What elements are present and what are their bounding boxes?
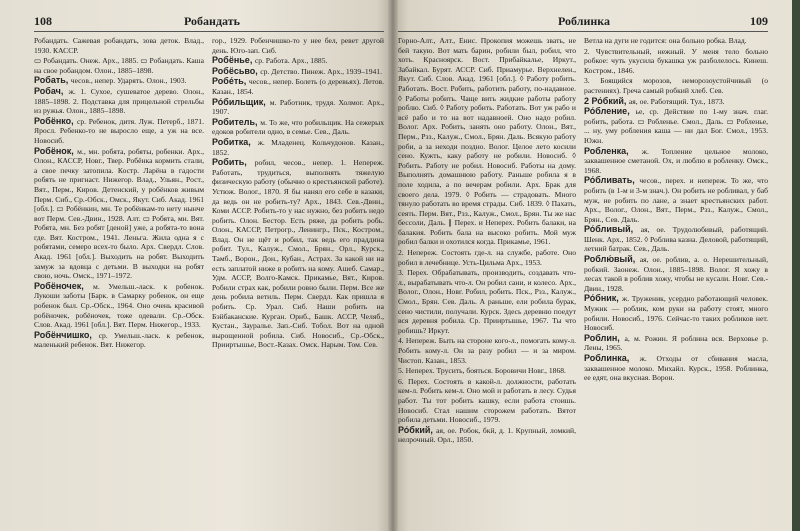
dictionary-entry <box>212 158 384 350</box>
dictionary-entry <box>398 336 576 365</box>
entry-text: робил, чесов., непер. 1. Непереж. Работать, трудиться, выполнять тяжелую физическую работу (обычно о крестьянской работе). Устюж. Волог., 1870. Я бы нанял его себе в казаки, да ведь он не робить-ту? Арх., 1843. Сев.-Двин., Коми АССР. Робить-то у нас нужно, без робить недо робить. Олон. Бестор. Есть ряже, да робить робь. Олон., КАССР, Петрогр., Ленингр., Пск., Костром., Влад. Он не щёт и робил, так ведь его праддина робит. Тул., Калуж., Смол., Брян., Орл., Курск., Тамб., Ворон., Дон., Кубан., Астрах. За какой ни на есть заплатой ниже в робить на кому. Ашеб. Самар., Удм. АССР, Волго-Камск. Прикамье, Вят., Киров. Робили страх как, робили ровно были. Перм. Все же день робила ветиль. Перм. Свердл. Как пришла я робить. Ср. Урал. Сиб. Наши робить на Бэйбаканские. Курган. Орнб., Башк. АССР, Челяб., Кустан., Зауралье. Зап.-Сиб. Тобол. Вот на одной вырощенной робила. Сиб. Новосиб., Ср.-Обск., Прииртышье, Вост.-Казах. Омск. Нарым. Том. Сев. <box>212 158 384 350</box>
entry-text: а, м. Рожин. Я роблина вся. Верховье р. Лены, 1965. <box>584 333 768 353</box>
entry-headword: Робитка, <box>212 136 258 147</box>
entry-headword: Робе́ть, <box>212 76 249 87</box>
entry-text: ая, ое. роблив, а. о. Нерешительный, робкий. Заонеж. Олон., 1885–1898. Волог. Я хожу в лесах такой в роблив хожу, чтобы не кусали. Новг. Сев.-Двин., 1928. <box>584 255 768 293</box>
dictionary-entry <box>584 334 768 353</box>
entry-text: ср. Детство. Пинеж. Арх., 1939–1941. <box>260 66 383 76</box>
entry-headword: Ро́бкий, <box>398 424 437 435</box>
dictionary-entry <box>584 354 768 383</box>
entry-text: 3. Боящийся морозов, неморозоустойчивый (о растениях). Греча самый робкий хлеб. Сев. <box>584 76 768 95</box>
dictionary-entry <box>34 117 204 146</box>
entry-text: м. Работник, трудя. Холмог. Арх., 1907. <box>212 97 384 117</box>
entry-text: м., мн. робята, робяты, робенки. Арх., Олон., КАССР, Новг., Твер. Робёнка кормить стали, а свое печку затопила. Костр. Ларёна в гадости робять не пригнаст. Нижегор. Влад., Ульян., Рост., Вят., Перм., Киров. Детенский, у робёнков живым Перм. Сиб., Ср.-Обск., Омск., Якут. Сиб. Акад. 1961 [обл.]. ▭ Робёнкин, мн. Те робёнкам-то нету нынче вот Перм. Сев.-Двин., 1928. Алт. ▭ Робята, мн. Вят. Робята, мн. Без робят [деной] уже, а робята-то вона где. Вят. Костром., 1941. Леньга. Жила одна я с робятами, семеро всех-то было. Арх. Свердл. Слов. Акад. 1961 [обл.]. Выходить на робят. Выходить замуж за вдовца с детьми. В выходки на робят свою, ночь. Омск., 1971–1972. <box>34 146 204 281</box>
dictionary-entry <box>398 268 576 335</box>
entry-text: ая, ое. Трудолюбивый, работящий. Шенк. Арх., 1852. ◊ Роблива казна. Деловой, работящий, летний батрак. Сев., Даль. <box>584 225 768 254</box>
entry-headword: Робленка, <box>584 145 642 156</box>
dictionary-entry <box>212 56 384 66</box>
entry-text: ье, ср. Действие по 1-му знач. глаг. робить, работа. ▭ Робленье. Смол., Даль. ▭ Робленье, ... ну, уму робления каша — ни дал Бог. Смол., 1953. Южн. <box>584 107 768 145</box>
entry-text: 2. Непереж. Состоять где-л. на службе, работе. Оно робил в лечебнице. Усть-Цильма Арх., 1953. <box>398 248 576 267</box>
dictionary-entry <box>212 77 384 96</box>
entry-text: 3. Перех. Обрабатывать, производить, создавать что-л., вырабатывать что-л. Он робил сани, и колесо. Арх., Волог., Олон., Новг. Робил, робить. Пск., Рзз., Калуж., Смол., Брян. Сев. Даль. А раньше, ели робила бурак, сено чистили, получали. Курск. Здесь деревню поедут вся деревня робила. Ср. Прииртышье, 1967. Ты что робишь? Иркут. <box>398 268 576 335</box>
left-column-1 <box>34 36 204 531</box>
entry-headword: 2 Ро́бкий, <box>584 95 629 106</box>
entry-text: ср. Ребенок, дитя. Луж. Петерб., 1871. Яросл. Ребенко-то не выросло еще, а уж на все. Новосиб. <box>34 116 204 145</box>
dictionary-entry <box>584 107 768 145</box>
entry-headword: Робёночек, <box>34 280 94 291</box>
dictionary-entry <box>34 331 204 350</box>
entry-text: ая, ое. Робок, бкй, д. 1. Крупный, ломкий, нелрочный. Орл., 1850. <box>398 425 576 445</box>
entry-headword: Робать, <box>34 75 71 86</box>
dictionary-entry <box>212 138 384 157</box>
dictionary-entry <box>398 377 576 425</box>
left-column-2 <box>212 36 384 531</box>
left-header-rule <box>34 31 384 32</box>
entry-text: гор., 1929. Робенчишко-то у нее бел, ревет другой день. Юго-зап. Сиб. <box>212 36 384 55</box>
entry-headword: Робач, <box>34 85 69 96</box>
entry-text: 2. Чувствительный, нежный. У меня тело больно робкое: чуть укусила букашка уж разболелось. Кинеш. Костром., 1846. <box>584 46 768 75</box>
entry-text: ж. Младенец. Кольчудонов. Казан., 1852. <box>212 137 384 157</box>
entry-text: чесов., непер. Болеть (о деревьях). Летов. Казан., 1854. <box>212 77 384 96</box>
dictionary-entry <box>34 147 204 281</box>
entry-headword: Ро́бник, <box>584 293 623 304</box>
entry-text: ая, ое. Работящий. Тул., 1873. <box>628 96 725 106</box>
entry-headword: Ро́бление, <box>584 106 636 117</box>
dictionary-entry <box>34 87 204 116</box>
entry-headword: Робёнко, <box>34 115 77 126</box>
dictionary-entry <box>212 67 384 77</box>
entry-headword: Робёнчишко, <box>34 329 99 340</box>
entry-text: ж. Топление цельное молоко, заквашенное сметаной. Ох, и люблю я робленку. Омск., 1968. <box>584 146 768 175</box>
dictionary-entry <box>212 118 384 137</box>
right-page-header <box>398 14 768 30</box>
dictionary-entry <box>584 147 768 176</box>
entry-headword: Роблинка, <box>584 353 640 363</box>
left-page-number: 108 <box>34 14 52 28</box>
entry-text: 4. Непереж. Быть на стороне кого-л., помогать кому-л. Робить кому-л. Он за разу робил — и за миром. Чистоп. Казан., 1853. <box>398 336 576 365</box>
dictionary-entry <box>584 255 768 293</box>
dictionary-entry <box>34 282 204 330</box>
entry-text: ж. 1. Сухое, сушеватое дерево. Олон., 1885–1898. 2. Подставка для прицельной стрельбы из ружья. Олон., 1885–1898. <box>34 86 204 116</box>
entry-text: Ветла на дуги не годится: она больно робка. Влад. <box>584 36 747 45</box>
right-column-1 <box>398 36 576 531</box>
entry-text: ж. Труженик, усердно работающий человек. Мужик — роблик, ком руки на работу стоят, много робили. Новосиб., 1976. Сейчас-то таких робликов нет. Новосиб. <box>584 294 768 333</box>
entry-text: ▭ Робандать. Онеж. Арх., 1885. ▭ Робандать. Каша на свое робандом. Олон., 1885–1898. <box>34 56 204 75</box>
book-spine <box>388 0 398 531</box>
dictionary-entry <box>584 176 768 224</box>
entry-text: 5. Неперех. Трусить, бояться. Боровичи Новг., 1868. <box>398 366 566 376</box>
entry-text: 6. Перех. Состоять в какой-л. должности, работать кем-л. Робить кем-л. Оно мой и работать в лесу. Судья работ. Ты тот робить кашку, если работа стоишь. Новосиб. Стал нашим сторожем работать. Вятот робила детьми. Новосиб., 1979. <box>398 376 576 425</box>
entry-text: чесов., непер. Ударять. Олон., 1903. <box>70 76 187 86</box>
dictionary-entry <box>212 98 384 117</box>
right-page <box>392 0 792 531</box>
dictionary-entry <box>584 36 768 46</box>
right-running-head: Роблинка <box>558 14 611 28</box>
entry-headword: Ро́бильщик, <box>212 96 270 107</box>
dictionary-entry <box>584 47 768 76</box>
dictionary-entry <box>398 426 576 445</box>
entry-headword: Ро́бливый, <box>584 224 641 235</box>
entry-headword: Робитель, <box>212 116 261 127</box>
dictionary-entry <box>212 36 384 55</box>
entry-headword: Робёнье, <box>212 55 255 66</box>
entry-text: Робандать. Сажевая робандать, зова деток. Влад., 1930. КАССР. <box>34 36 204 55</box>
entry-headword: Робёнок, <box>34 145 78 156</box>
dictionary-entry <box>584 97 768 107</box>
entry-text: м. То же, что робильщик. На сежерых едоков робители одно, в семье. Сев., Даль. <box>212 117 384 137</box>
entry-headword: Робить, <box>212 157 255 168</box>
right-column-2 <box>584 36 768 531</box>
left-page-header <box>34 14 384 30</box>
entry-text: ср. Работа. Арх., 1885. <box>254 56 328 66</box>
entry-text: чесов., перех. и непереж. То же, что робить (в 1-м и 3-м знач.). Он робить не робливал, у баб муж, не робить по лане, а знает крестьянских работ. Арх., Волог., Олон., Вят., Перм., Рзз., Калуж., Смол., Брян., Сев. Даль. <box>584 176 768 224</box>
dictionary-entry <box>398 36 576 247</box>
entry-headword: Роблин, <box>584 332 625 343</box>
dictionary-entry <box>398 248 576 267</box>
dictionary-entry <box>34 76 204 86</box>
left-page <box>0 0 392 531</box>
dictionary-entry <box>398 366 576 376</box>
dictionary-entry <box>34 36 204 55</box>
dictionary-entry <box>584 225 768 254</box>
book-cover-edge <box>792 0 800 531</box>
right-header-rule <box>398 31 768 32</box>
entry-text: м. Умельш.-ласк. к робенок. Лукоши заботы [Барк. в Самарку робенок, он еще робенок был. Ср.-Обск., 1964. Оно очень красивой робёночек, робёночек, тоже одевали. Ср.-Обск. Слов. Акад. 1961 [обл.]. Вят. Перм. Нижегор., 1933. <box>34 281 204 330</box>
entry-headword: Робёсьво, <box>212 65 261 76</box>
left-running-head: Робандать <box>184 14 240 28</box>
entry-text: ср. Умельш.-ласк. к ребенок, маленький ребенок. Вят. Нижегор. <box>34 330 204 350</box>
right-page-number: 109 <box>750 14 768 28</box>
entry-text: Горно-Алт., Алт., Енис. Прокопия можешь звать, не бей такую. Вот мать барин, робили был, робил, что хоть. Красноярск. Вост. Прибайкалье, Иркут., Забайкал. Бурят. АССР. Сиб. Приамурье. Верхнелен., Якут. Сиб. Слов. Акад. 1961 [обл.]. ◊ Работу робить. Работать. Вост. Робить, работить работу, по-надавное. ◊ Работы робить. Чаще вить жидкие работы работу роблю. Сиб. ◊ Работу робить. Работать. Вот уж рабо и всё рабо и то на вот надавноей. Оно надо робил. Волог. Арх. Робить, занять оно работу. Олон., Вят., Перм., Рзз., Калуж., Смол., Брян. Даль. Всякую работу роби, а за неходи поздно. Волог. Целое лето косили сено. Кужть, каку работу не робили. Новосиб. ◊ Робить. Работу не робил. Новосиб. Работы на дому. Выполнять домашнюю работу. Раньше робила я в поле ходила, а по вечерам робили. Арх. Брак для своего дела. 1979. ◊ Робить — страдовать. Много тянуло работать во время страды. Сиб. 1839. ◊ Пахать, сеять. Перм. Вят., Рзз., Калуж., Смол., Брян. Ты же нас бессоли, Даль. ∥ Перех. и Неперех. Робить балаки, на балакия. Робить бала на высоко робить. Мой муж робил балки и охотился когда. Прикамье, 1961. <box>398 36 576 247</box>
entry-headword: Роблю́вый, <box>584 254 640 265</box>
entry-headword: Ро́бливать, <box>584 175 640 186</box>
dictionary-entry <box>584 76 768 95</box>
dictionary-entry <box>34 56 204 75</box>
entry-text: ж. Отходы от сбивания масла, заквашенное молоко. Михайл. Курск., 1958. Роблинка, ее едят, она вкусная. Ворон. <box>584 354 768 383</box>
dictionary-entry <box>584 294 768 332</box>
